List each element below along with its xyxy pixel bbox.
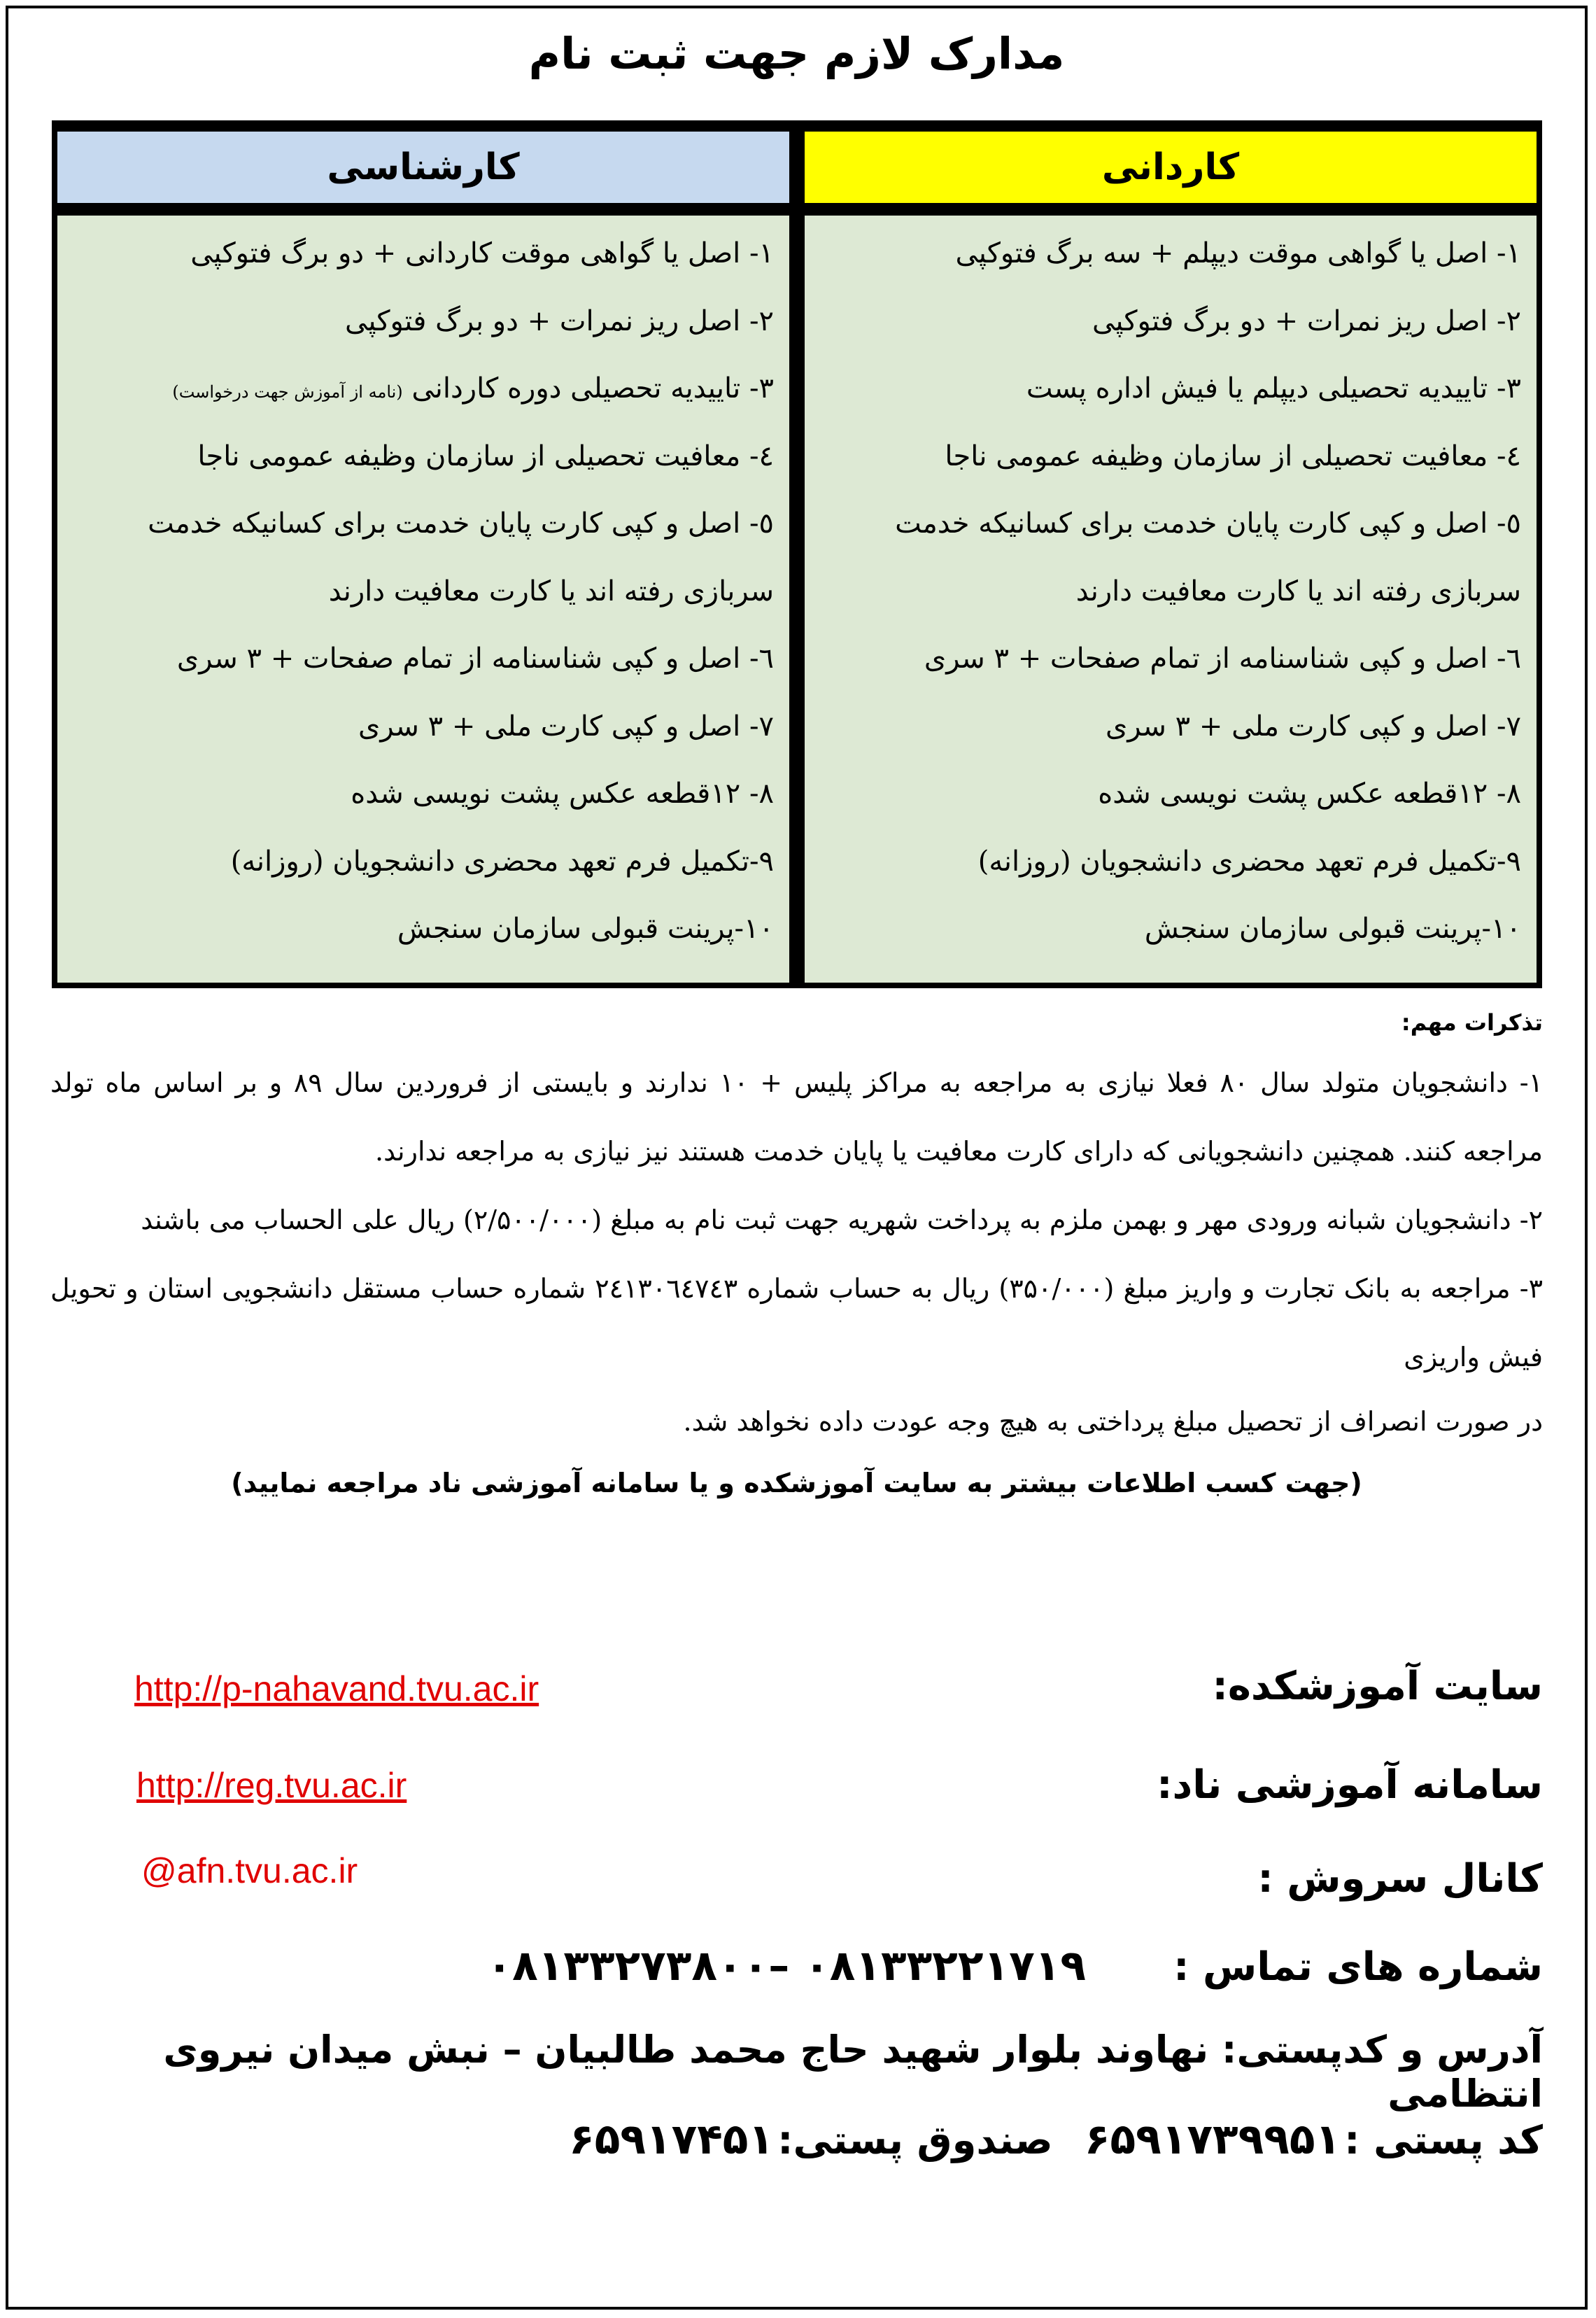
karshenasi-list	[57, 216, 789, 983]
postal-value: ۶۵۹۱۷۳۹۹۵۱	[1084, 2115, 1341, 2164]
list-item: ٤- معافیت تحصیلی از سازمان وظیفه عمومی ناجا	[945, 440, 1521, 472]
notes-heading: تذکرات مهم:	[1401, 1009, 1543, 1036]
postal-row	[50, 2115, 1543, 2164]
list-item: ۸- ۱۲قطعه عکس پشت نویسی شده	[351, 778, 774, 810]
address: آدرس و کدپستی: نهاوند بلوار شهید حاج محمد طالبیان – نبش میدان نیروی انتظامی	[163, 2028, 1543, 2116]
list-item: سربازی رفته اند یا کارت معافیت دارند	[1075, 575, 1521, 607]
karshenasi-column	[57, 126, 793, 983]
list-item-text: ۳- تاییدیه تحصیلی دوره کاردانی	[411, 372, 774, 405]
nad-label: سامانه آموزشی ناد:	[1157, 1762, 1543, 1808]
list-item	[57, 355, 789, 423]
notes-section	[50, 1009, 1543, 1515]
list-item: ۳- تاییدیه تحصیلی دیپلم یا فیش اداره پست	[1026, 372, 1521, 405]
site-link[interactable]: http://p-nahavand.tvu.ac.ir	[134, 1669, 539, 1708]
list-item: ۱۰-پرینت قبولی سازمان سنجش	[397, 913, 774, 945]
list-item: ۹-تکمیل فرم تعهد محضری دانشجویان (روزانه)	[977, 845, 1521, 878]
list-item: ۱- اصل یا گواهی موقت دیپلم + سه برگ فتوکپی	[955, 237, 1521, 269]
note-paragraph: ۱- دانشجویان متولد سال ۸۰ فعلا نیازی به مراجعه به مراکز پلیس + ۱۰ ندارند و بایستی از فروردین سال ۸۹ و بر اساس ماه تولد مراجعه کنند. همچنین دانشجویانی که دارای کارت معافیت یا پایان خدمت هستند نیز نیازی به مراجعه ندارند.	[50, 1067, 1543, 1167]
phones-value: ۰۸۱۳۳۲۲۱۷۱۹ –۰۸۱۳۳۲۷۳۸۰۰	[486, 1941, 1087, 1990]
list-item: ۲- اصل ریز نمرات + دو برگ فتوکپی	[1092, 304, 1521, 337]
nad-link[interactable]: http://reg.tvu.ac.ir	[136, 1766, 407, 1805]
site-label: سایت آموزشکده:	[1212, 1664, 1543, 1709]
list-item-note: (نامه از آموزش جهت درخواست)	[172, 382, 403, 402]
note-paragraph: ۳- مراجعه به بانک تجارت و واریز مبلغ (۳۵۰/۰۰۰) ریال به حساب شماره ۲٤۱۳۰٦٤۷٤۳ شماره حساب مستقل دانشجویی استان و تحویل فیش واریزی	[50, 1273, 1543, 1372]
list-item: ٦- اصل و کپی شناسنامه از تمام صفحات + ۳ سری	[924, 642, 1521, 675]
info-line: (جهت کسب اطلاعات بیشتر به سایت آموزشکده و یا سامانه آموزشی ناد مراجعه نمایید)	[231, 1468, 1362, 1498]
list-item: ۷- اصل و کپی کارت ملی + ۳ سری	[1106, 710, 1521, 743]
page-frame	[6, 6, 1588, 2310]
kardani-column	[800, 126, 1537, 983]
list-item: ٥- اصل و کپی کارت پایان خدمت برای کسانیکه خدمت	[895, 507, 1521, 540]
soroush-link[interactable]: @afn.tvu.ac.ir	[141, 1851, 358, 1890]
list-item: ۸- ۱۲قطعه عکس پشت نویسی شده	[1098, 778, 1521, 810]
kardani-header: کاردانی	[805, 132, 1537, 203]
list-item: ۱۰-پرینت قبولی سازمان سنجش	[1144, 913, 1521, 945]
phones-label: شماره های تماس :	[1173, 1944, 1543, 1990]
list-item: ٤- معافیت تحصیلی از سازمان وظیفه عمومی ناجا	[197, 440, 774, 472]
note-paragraph: ۲- دانشجویان شبانه ورودی مهر و بهمن ملزم به پرداخت شهریه جهت ثبت نام به مبلغ (۲/۵۰۰/۰۰۰) ریال علی الحساب می باشند	[141, 1204, 1543, 1235]
pobox-value: ۶۵۹۱۷۴۵۱	[569, 2115, 775, 2164]
list-item: ۷- اصل و کپی کارت ملی + ۳ سری	[358, 710, 774, 743]
note-paragraph: در صورت انصراف از تحصیل مبلغ پرداختی به هیچ وجه عودت داده نخواهد شد.	[683, 1406, 1543, 1437]
pobox-label: صندوق پستی:	[777, 2118, 1053, 2163]
page-title: مدارک لازم جهت ثبت نام	[528, 28, 1065, 79]
soroush-label: کانال سروش :	[1257, 1856, 1543, 1902]
list-item: ٥- اصل و کپی کارت پایان خدمت برای کسانیکه خدمت	[148, 507, 774, 540]
requirements-table	[52, 120, 1542, 988]
list-item: ۲- اصل ریز نمرات + دو برگ فتوکپی	[345, 304, 774, 337]
karshenasi-header: کارشناسی	[57, 132, 789, 203]
list-item: ۱- اصل یا گواهی موقت کاردانی + دو برگ فتوکپی	[190, 237, 774, 269]
postal-label: کد پستی :	[1344, 2118, 1543, 2163]
kardani-list	[805, 216, 1537, 983]
list-item: سربازی رفته اند یا کارت معافیت دارند	[328, 575, 774, 607]
phones-row	[50, 1941, 1543, 1990]
address-row	[50, 2028, 1543, 2116]
list-item: ٦- اصل و کپی شناسنامه از تمام صفحات + ۳ سری	[176, 642, 774, 675]
list-item: ۹-تکمیل فرم تعهد محضری دانشجویان (روزانه)	[230, 845, 774, 878]
